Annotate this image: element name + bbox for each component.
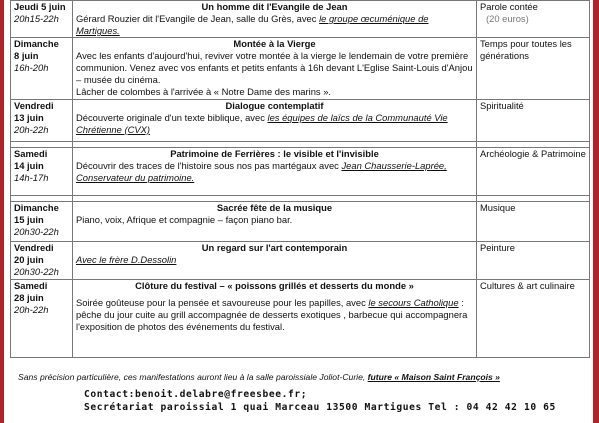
event-time: 14h-17h xyxy=(14,172,49,183)
venue-note xyxy=(18,372,590,382)
right-accent-bar xyxy=(593,0,599,423)
venue-note-link: future « Maison Saint François » xyxy=(367,372,500,382)
contact-block xyxy=(84,388,556,414)
event-content-cell xyxy=(73,1,477,38)
event-content-cell xyxy=(73,148,477,196)
event-price: (20 euros) xyxy=(486,13,529,24)
event-description-2: Lâcher de colombes à l'arrivée à « Notre Dame des marins ». xyxy=(76,86,332,97)
event-date: 8 juin xyxy=(14,50,39,61)
event-title: Patrimoine de Ferrières : le visible et l'invisible xyxy=(170,148,379,159)
event-date-cell xyxy=(11,148,73,196)
event-day: Vendredi xyxy=(14,242,54,253)
event-date: 14 juin xyxy=(14,160,44,171)
event-day: Dimanche xyxy=(14,38,59,49)
event-date: 28 juin xyxy=(14,292,44,303)
event-content-cell xyxy=(73,280,477,358)
secretariat-line: Secrétariat paroissial 1 quai Marceau 13500 Martigues Tel : 04 42 42 10 65 xyxy=(84,402,556,413)
event-row-1 xyxy=(11,1,590,38)
event-category: Temps pour toutes les générations xyxy=(480,38,572,61)
event-organizer-link[interactable]: Avec le frère D.Dessolin xyxy=(76,254,177,265)
event-time: 20h15-22h xyxy=(14,13,59,24)
venue-note-text: Sans précision particulière, ces manifestations auront lieu à la salle paroissiale Joliot-Curie, xyxy=(18,372,368,382)
event-date-cell xyxy=(11,100,73,142)
event-day: Samedi xyxy=(14,148,48,159)
event-organizer-link[interactable]: Jean Chausserie-Laprée, Conservateur du patrimoine. xyxy=(76,160,447,183)
event-organizer-link[interactable]: les équipes de laïcs de la Communauté Vie Chrétienne (CVX) xyxy=(76,112,448,135)
schedule-table xyxy=(10,0,590,358)
event-row-2 xyxy=(11,38,590,100)
event-category: Spiritualité xyxy=(480,100,524,111)
event-category: Peinture xyxy=(480,242,515,253)
event-title: Sacrée fête de la musique xyxy=(216,202,333,213)
event-date-cell xyxy=(11,242,73,280)
event-date-cell xyxy=(11,38,73,100)
event-row-6 xyxy=(11,242,590,280)
event-row-4 xyxy=(11,148,590,196)
event-content-cell xyxy=(73,242,477,280)
event-category-cell xyxy=(477,202,590,242)
event-category: Musique xyxy=(480,202,516,213)
event-description xyxy=(76,13,473,37)
event-description: Piano, voix, Afrique et compagnie – façon piano bar. xyxy=(76,214,293,225)
event-title: Clôture du festival – « poissons grillés et desserts du monde » xyxy=(135,280,414,291)
event-time: 20h30-22h xyxy=(14,226,59,237)
event-category-cell xyxy=(477,148,590,196)
event-date-cell xyxy=(11,280,73,358)
event-title: Montée à la Vierge xyxy=(233,38,316,49)
event-category-cell xyxy=(477,280,590,358)
event-category-cell xyxy=(477,1,590,38)
event-date: Jeudi 5 juin xyxy=(14,1,66,12)
event-title: Un regard sur l'art contemporain xyxy=(201,242,348,253)
event-description xyxy=(76,160,473,184)
event-category-cell xyxy=(477,38,590,100)
event-content-cell xyxy=(73,38,477,100)
event-desc-text: Découverte originale d'un texte biblique, avec xyxy=(76,112,268,123)
event-desc-text-2: : pêche du jour cuite au grill accompagnée de desserts exotiques , barbecue qui accompagnera l'exposition de photos des événements du festival. xyxy=(76,297,468,332)
event-desc-text: Soirée goûteuse pour la pensée et savoureuse pour les papilles, avec xyxy=(76,297,369,308)
event-date-cell xyxy=(11,202,73,242)
event-date: 20 juin xyxy=(14,254,44,265)
event-day: Vendredi xyxy=(14,100,54,111)
event-row-5 xyxy=(11,202,590,242)
event-row-3 xyxy=(11,100,590,142)
event-category-cell xyxy=(477,100,590,142)
event-organizer-link[interactable]: le groupe œcuménique de Martigues. xyxy=(76,13,429,36)
event-organizer-link[interactable]: le secours Catholique xyxy=(368,297,459,308)
event-date-cell xyxy=(11,1,73,38)
event-row-7 xyxy=(11,280,590,358)
event-category-cell xyxy=(477,242,590,280)
event-date: 15 juin xyxy=(14,214,44,225)
event-time: 16h-20h xyxy=(14,62,49,73)
event-category: Archéologie & Patrimoine xyxy=(480,148,586,159)
event-date: 13 juin xyxy=(14,112,44,123)
contact-email[interactable]: Contact:benoit.delabre@freesbee.fr; xyxy=(84,389,308,400)
event-day: Dimanche xyxy=(14,202,59,213)
event-time: 20h-22h xyxy=(14,124,49,135)
event-category: Cultures & art culinaire xyxy=(480,280,575,291)
event-title: Un homme dit l'Evangile de Jean xyxy=(201,1,348,12)
event-time: 20h30-22h xyxy=(14,266,59,277)
event-day: Samedi xyxy=(14,280,48,291)
event-category: Parole contée xyxy=(480,1,538,12)
event-description xyxy=(76,297,473,333)
event-description: Avec les enfants d'aujourd'hui, reviver votre montée à la vierge le lendemain de votre première communion. Venez avec vos enfants et petits enfants à 16h devant L'Eglise Saint-Louis d'Anjou – musée du cinéma. xyxy=(76,50,473,85)
event-time: 20h-22h xyxy=(14,304,49,315)
event-content-cell xyxy=(73,100,477,142)
event-desc-text: Gérard Rouzier dit l'Evangile de Jean, salle du Grès, avec xyxy=(76,13,320,24)
event-content-cell xyxy=(73,202,477,242)
event-title: Dialogue contemplatif xyxy=(225,100,324,111)
event-description xyxy=(76,112,473,136)
event-desc-text: Découvrir des traces de l'histoire sous nos pas martégaux avec xyxy=(76,160,342,171)
left-accent-bar xyxy=(0,0,4,423)
